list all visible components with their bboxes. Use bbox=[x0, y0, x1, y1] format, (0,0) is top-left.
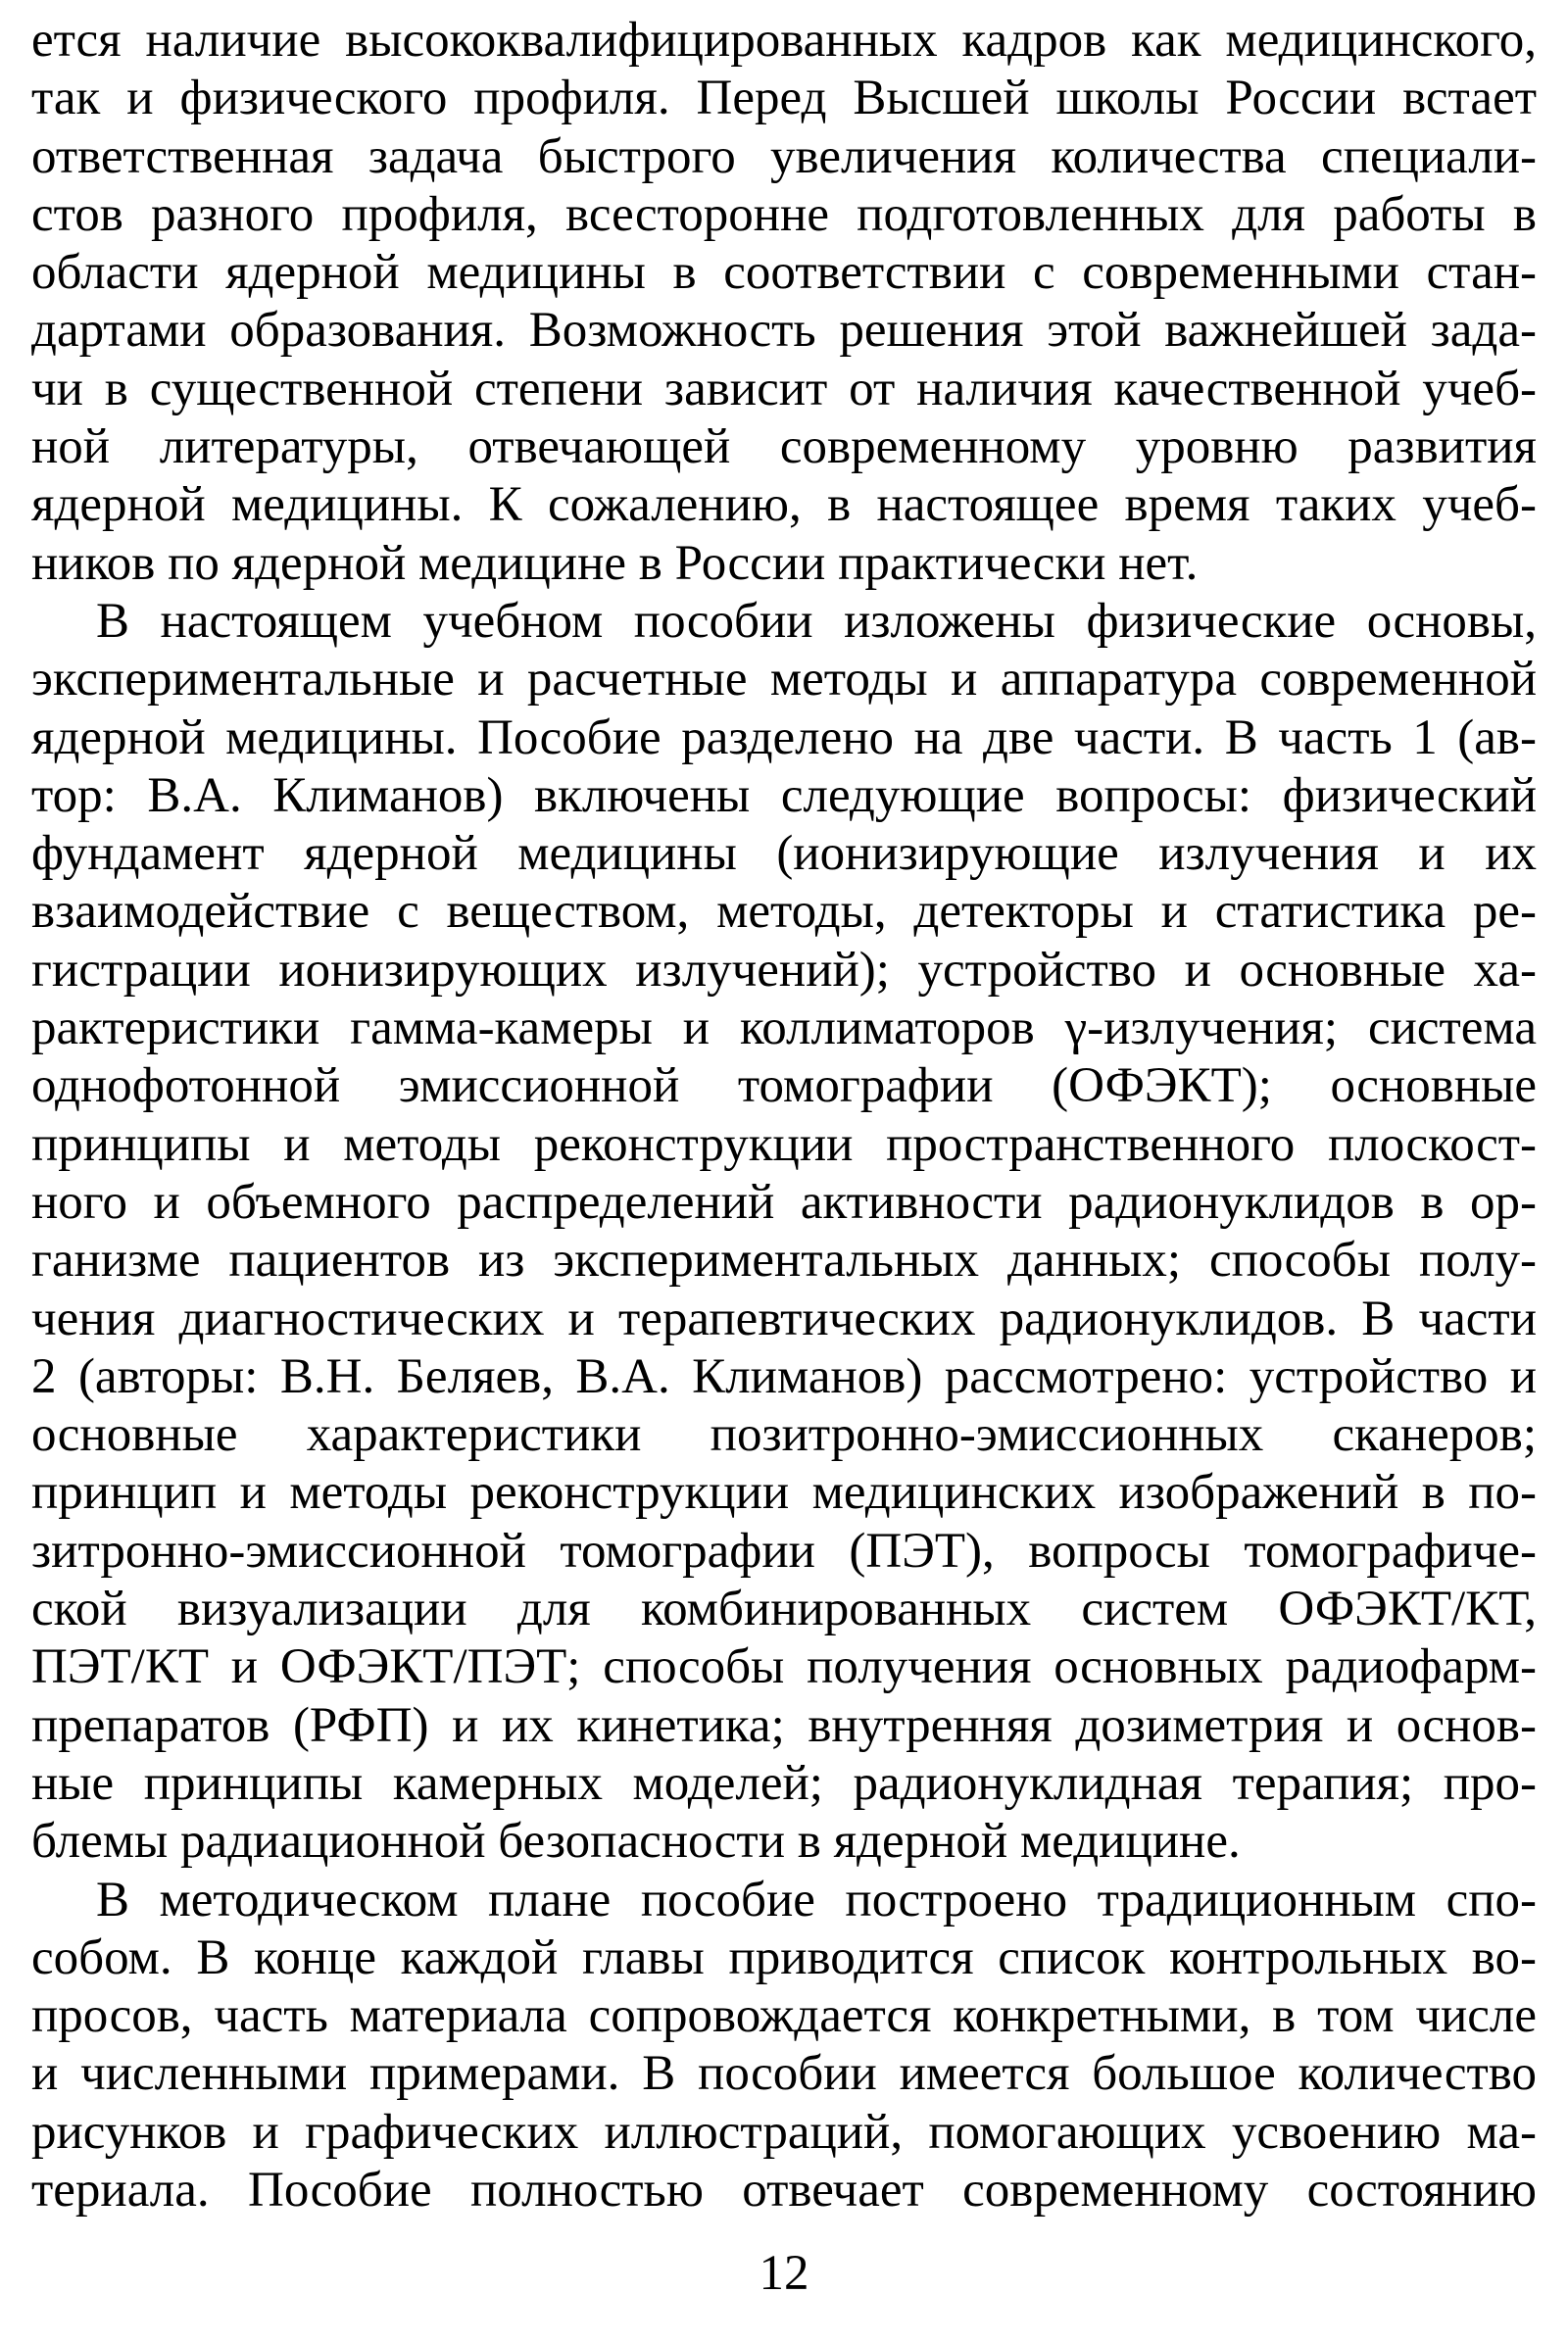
text-line: области ядерной медицины в соответствии с современными стан- bbox=[31, 245, 1537, 301]
paragraph bbox=[31, 12, 1537, 593]
text-line: и численными примерами. В пособии имеется большое количество bbox=[31, 2046, 1537, 2102]
text-line: ников по ядерной медицине в России практически нет. bbox=[31, 535, 1199, 591]
text-line: ядерной медицины. Пособие разделено на две части. В часть 1 (ав- bbox=[31, 709, 1537, 765]
text-line: ной литературы, отвечающей современному уровню развития bbox=[31, 419, 1537, 475]
text-line: принцип и методы реконструкции медицинских изображений в по- bbox=[31, 1465, 1537, 1521]
text-line: ганизме пациентов из экспериментальных данных; способы полу- bbox=[31, 1233, 1537, 1289]
text-line: фундамент ядерной медицины (ионизирующие излучения и их bbox=[31, 826, 1537, 882]
text-line: рактеристики гамма-камеры и коллиматоров γ-излучения; система bbox=[31, 1000, 1537, 1056]
text-line: дартами образования. Возможность решения этой важнейшей зада- bbox=[31, 303, 1537, 359]
text-line: стов разного профиля, всесторонне подготовленных для работы в bbox=[31, 186, 1537, 242]
text-line: зитронно-эмиссионной томографии (ПЭТ), вопросы томографиче- bbox=[31, 1523, 1537, 1579]
text-line: принципы и методы реконструкции пространственного плоскост- bbox=[31, 1116, 1537, 1172]
text-line: однофотонной эмиссионной томографии (ОФЭКТ); основные bbox=[31, 1058, 1537, 1114]
text-line: чения диагностических и терапевтических радионуклидов. В части bbox=[31, 1291, 1537, 1346]
text-line: собом. В конце каждой главы приводится список контрольных во- bbox=[31, 1929, 1537, 1985]
text-line: просов, часть материала сопровождается конкретными, в том числе bbox=[31, 1988, 1537, 2044]
text-line: В методическом плане пособие построено традиционным спо- bbox=[96, 1872, 1537, 1927]
page-number: 12 bbox=[759, 2246, 809, 2301]
text-line: основные характеристики позитронно-эмиссионных сканеров; bbox=[31, 1407, 1537, 1463]
text-line: ется наличие высококвалифицированных кадров как медицинского, bbox=[31, 13, 1537, 68]
text-line: препаратов (РФП) и их кинетика; внутренняя дозиметрия и основ- bbox=[31, 1697, 1537, 1753]
text-line: блемы радиационной безопасности в ядерной медицине. bbox=[31, 1814, 1241, 1870]
paragraph bbox=[31, 1872, 1537, 2220]
text-line: так и физического профиля. Перед Высшей школы России встает bbox=[31, 71, 1537, 126]
text-line: ные принципы камерных моделей; радионуклидная терапия; про- bbox=[31, 1755, 1537, 1811]
text-line: ской визуализации для комбинированных систем ОФЭКТ/КТ, bbox=[31, 1582, 1537, 1637]
text-line: чи в существенной степени зависит от наличия качественной учеб- bbox=[31, 361, 1537, 416]
text-line: териала. Пособие полностью отвечает современному состоянию bbox=[31, 2162, 1537, 2218]
text-line: ответственная задача быстрого увеличения количества специали- bbox=[31, 128, 1537, 184]
text-line: 2 (авторы: В.Н. Беляев, В.А. Климанов) рассмотрено: устройство и bbox=[31, 1348, 1537, 1404]
text-line: ного и объемного распределений активности радионуклидов в ор- bbox=[31, 1174, 1537, 1230]
text-line: рисунков и графических иллюстраций, помогающих усвоению ма- bbox=[31, 2104, 1537, 2160]
text-line: экспериментальные и расчетные методы и аппаратура современной bbox=[31, 652, 1537, 707]
text-line: гистрации ионизирующих излучений); устройство и основные ха- bbox=[31, 942, 1537, 998]
text-line: взаимодействие с веществом, методы, детекторы и статистика ре- bbox=[31, 884, 1537, 940]
text-line: В настоящем учебном пособии изложены физические основы, bbox=[96, 593, 1537, 649]
text-line: ПЭТ/КТ и ОФЭКТ/ПЭТ; способы получения основных радиофарм- bbox=[31, 1639, 1537, 1695]
paragraph bbox=[31, 593, 1537, 1872]
text-line: ядерной медицины. К сожалению, в настоящее время таких учеб- bbox=[31, 477, 1537, 533]
text-line: тор: В.А. Климанов) включены следующие вопросы: физический bbox=[31, 767, 1537, 823]
page-body bbox=[31, 12, 1537, 2266]
